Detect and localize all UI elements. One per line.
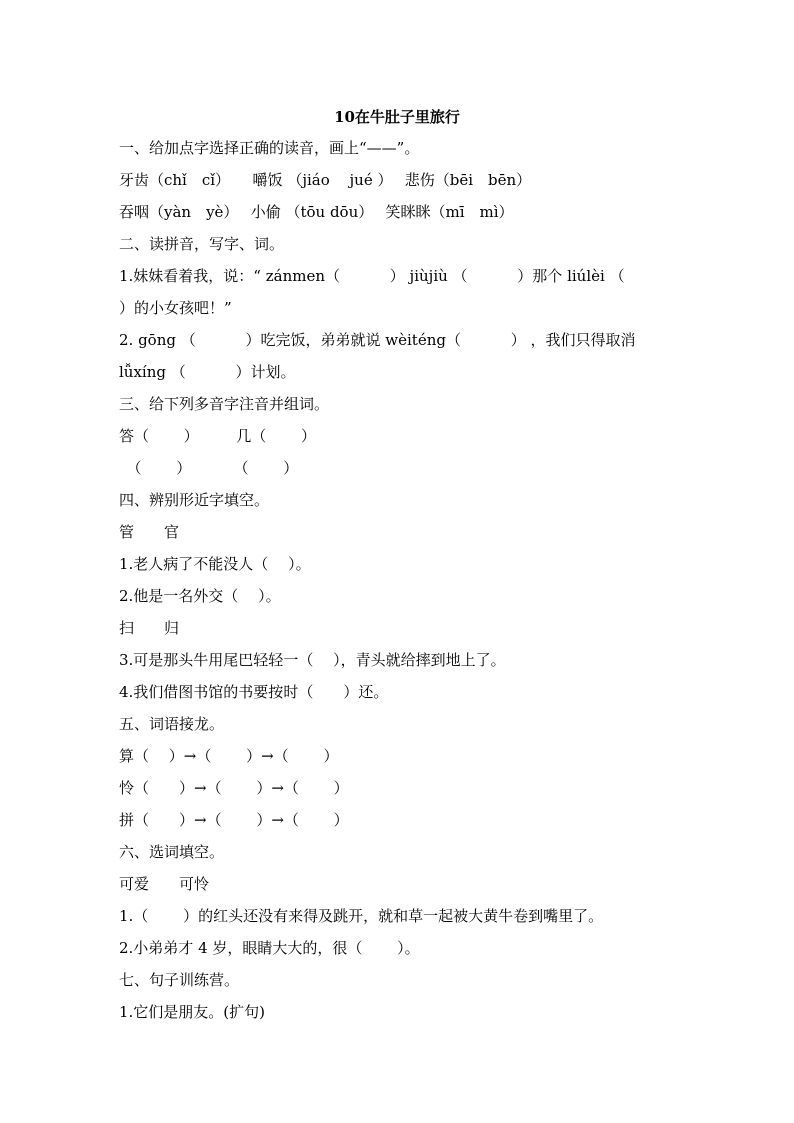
section-3-line-2: （ ） （ ） xyxy=(119,459,299,477)
section-3-heading: 三、给下列多音字注音并组词。 xyxy=(119,395,330,413)
section-4-item-1: 1.老人病了不能没人（ ）。 xyxy=(119,555,311,573)
section-4-item-2: 2.他是一名外交（ ）。 xyxy=(119,587,281,605)
section-2-item-1: 1.妹妹看着我，说：“ zánmen（ ） jiùjiù （ ）那个 liúlèi （ xyxy=(119,267,625,285)
section-2-item-1-cont: ）的小女孩吧！” xyxy=(119,299,232,317)
section-7-item-1: 1.它们是朋友。(扩句) xyxy=(119,1003,266,1021)
section-4-word-pair-2: 扫 归 xyxy=(119,619,180,637)
section-1-line-2: 吞咽（yàn yè） 小偷 （tōu dōu） 笑眯眯（mī mì） xyxy=(119,203,514,221)
section-2-item-2: 2. gōng （ ）吃完饭，弟弟就说 wèiténg（ ） ，我们只得取消 xyxy=(119,331,636,349)
section-1-heading: 一、给加点字选择正确的读音，画上“——”。 xyxy=(119,139,420,157)
section-4-heading: 四、辨别形近字填空。 xyxy=(119,491,270,509)
section-5-heading: 五、词语接龙。 xyxy=(119,715,225,733)
section-2-heading: 二、读拼音，写字、词。 xyxy=(119,235,285,253)
section-6-item-1: 1.（ ）的红头还没有来得及跳开，就和草一起被大黄牛卷到嘴里了。 xyxy=(119,907,604,925)
section-6-item-2: 2.小弟弟才 4 岁，眼睛大大的，很（ ）。 xyxy=(119,939,420,957)
section-4-word-pair-1: 管 官 xyxy=(119,523,180,541)
section-1-line-1: 牙齿（chǐ cǐ） 嚼饭 （jiáo jué ） 悲伤（bēi bēn） xyxy=(119,171,532,189)
section-5-chain-2: 怜（ ）→（ ）→（ ） xyxy=(119,779,349,797)
section-4-item-3: 3.可是那头牛用尾巴轻轻一（ ），青头就给摔到地上了。 xyxy=(119,651,506,669)
section-2-item-2-cont: lǚxíng （ ）计划。 xyxy=(119,363,296,381)
section-4-item-4: 4.我们借图书馆的书要按时（ ）还。 xyxy=(119,683,389,701)
section-7-heading: 七、句子训练营。 xyxy=(119,971,240,989)
section-3-line-1: 答（ ） 几（ ） xyxy=(119,427,317,445)
section-5-chain-1: 算（ ）→（ ）→（ ） xyxy=(119,747,339,765)
section-6-heading: 六、选词填空。 xyxy=(119,843,225,861)
section-6-word-choices: 可爱 可怜 xyxy=(119,875,210,893)
section-5-chain-3: 拼（ ）→（ ）→（ ） xyxy=(119,811,349,829)
page-title: 10在牛肚子里旅行 xyxy=(334,108,460,126)
